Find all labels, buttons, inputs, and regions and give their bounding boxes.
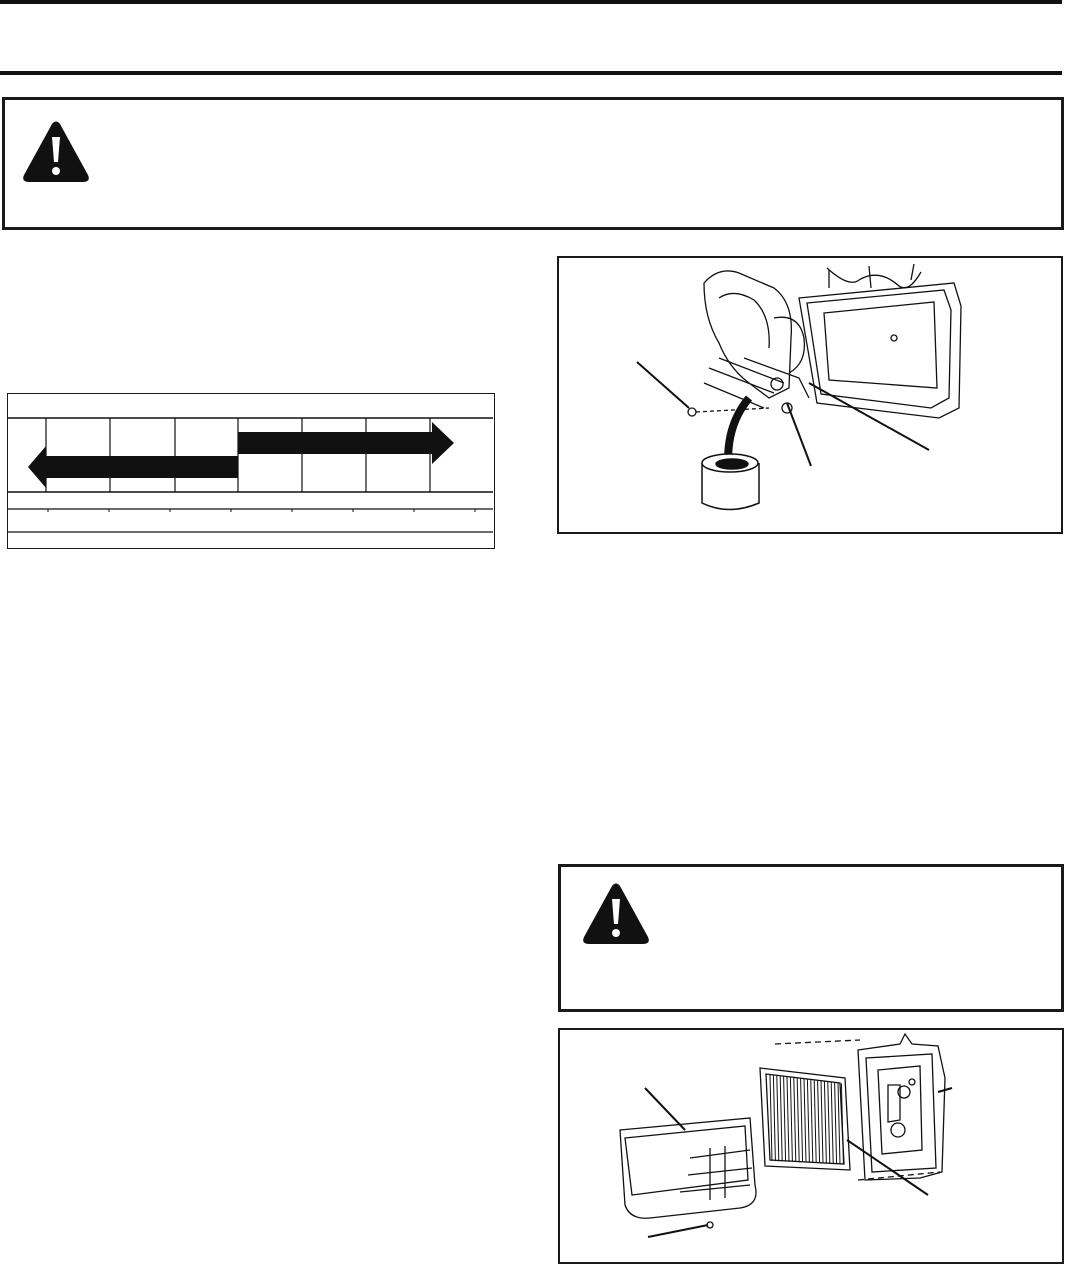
warning-box-bottom <box>558 864 1064 1012</box>
warning-box-top <box>2 97 1064 230</box>
warning-triangle-icon <box>581 882 651 953</box>
oil-drain-figure <box>557 256 1063 534</box>
section-rule <box>0 71 1062 75</box>
arrow-left <box>28 446 238 488</box>
warning-triangle-icon <box>21 120 91 191</box>
oil-viscosity-chart <box>7 393 495 549</box>
arrow-right <box>238 422 454 464</box>
top-rule <box>0 0 1062 4</box>
air-filter-figure <box>558 1028 1064 1264</box>
